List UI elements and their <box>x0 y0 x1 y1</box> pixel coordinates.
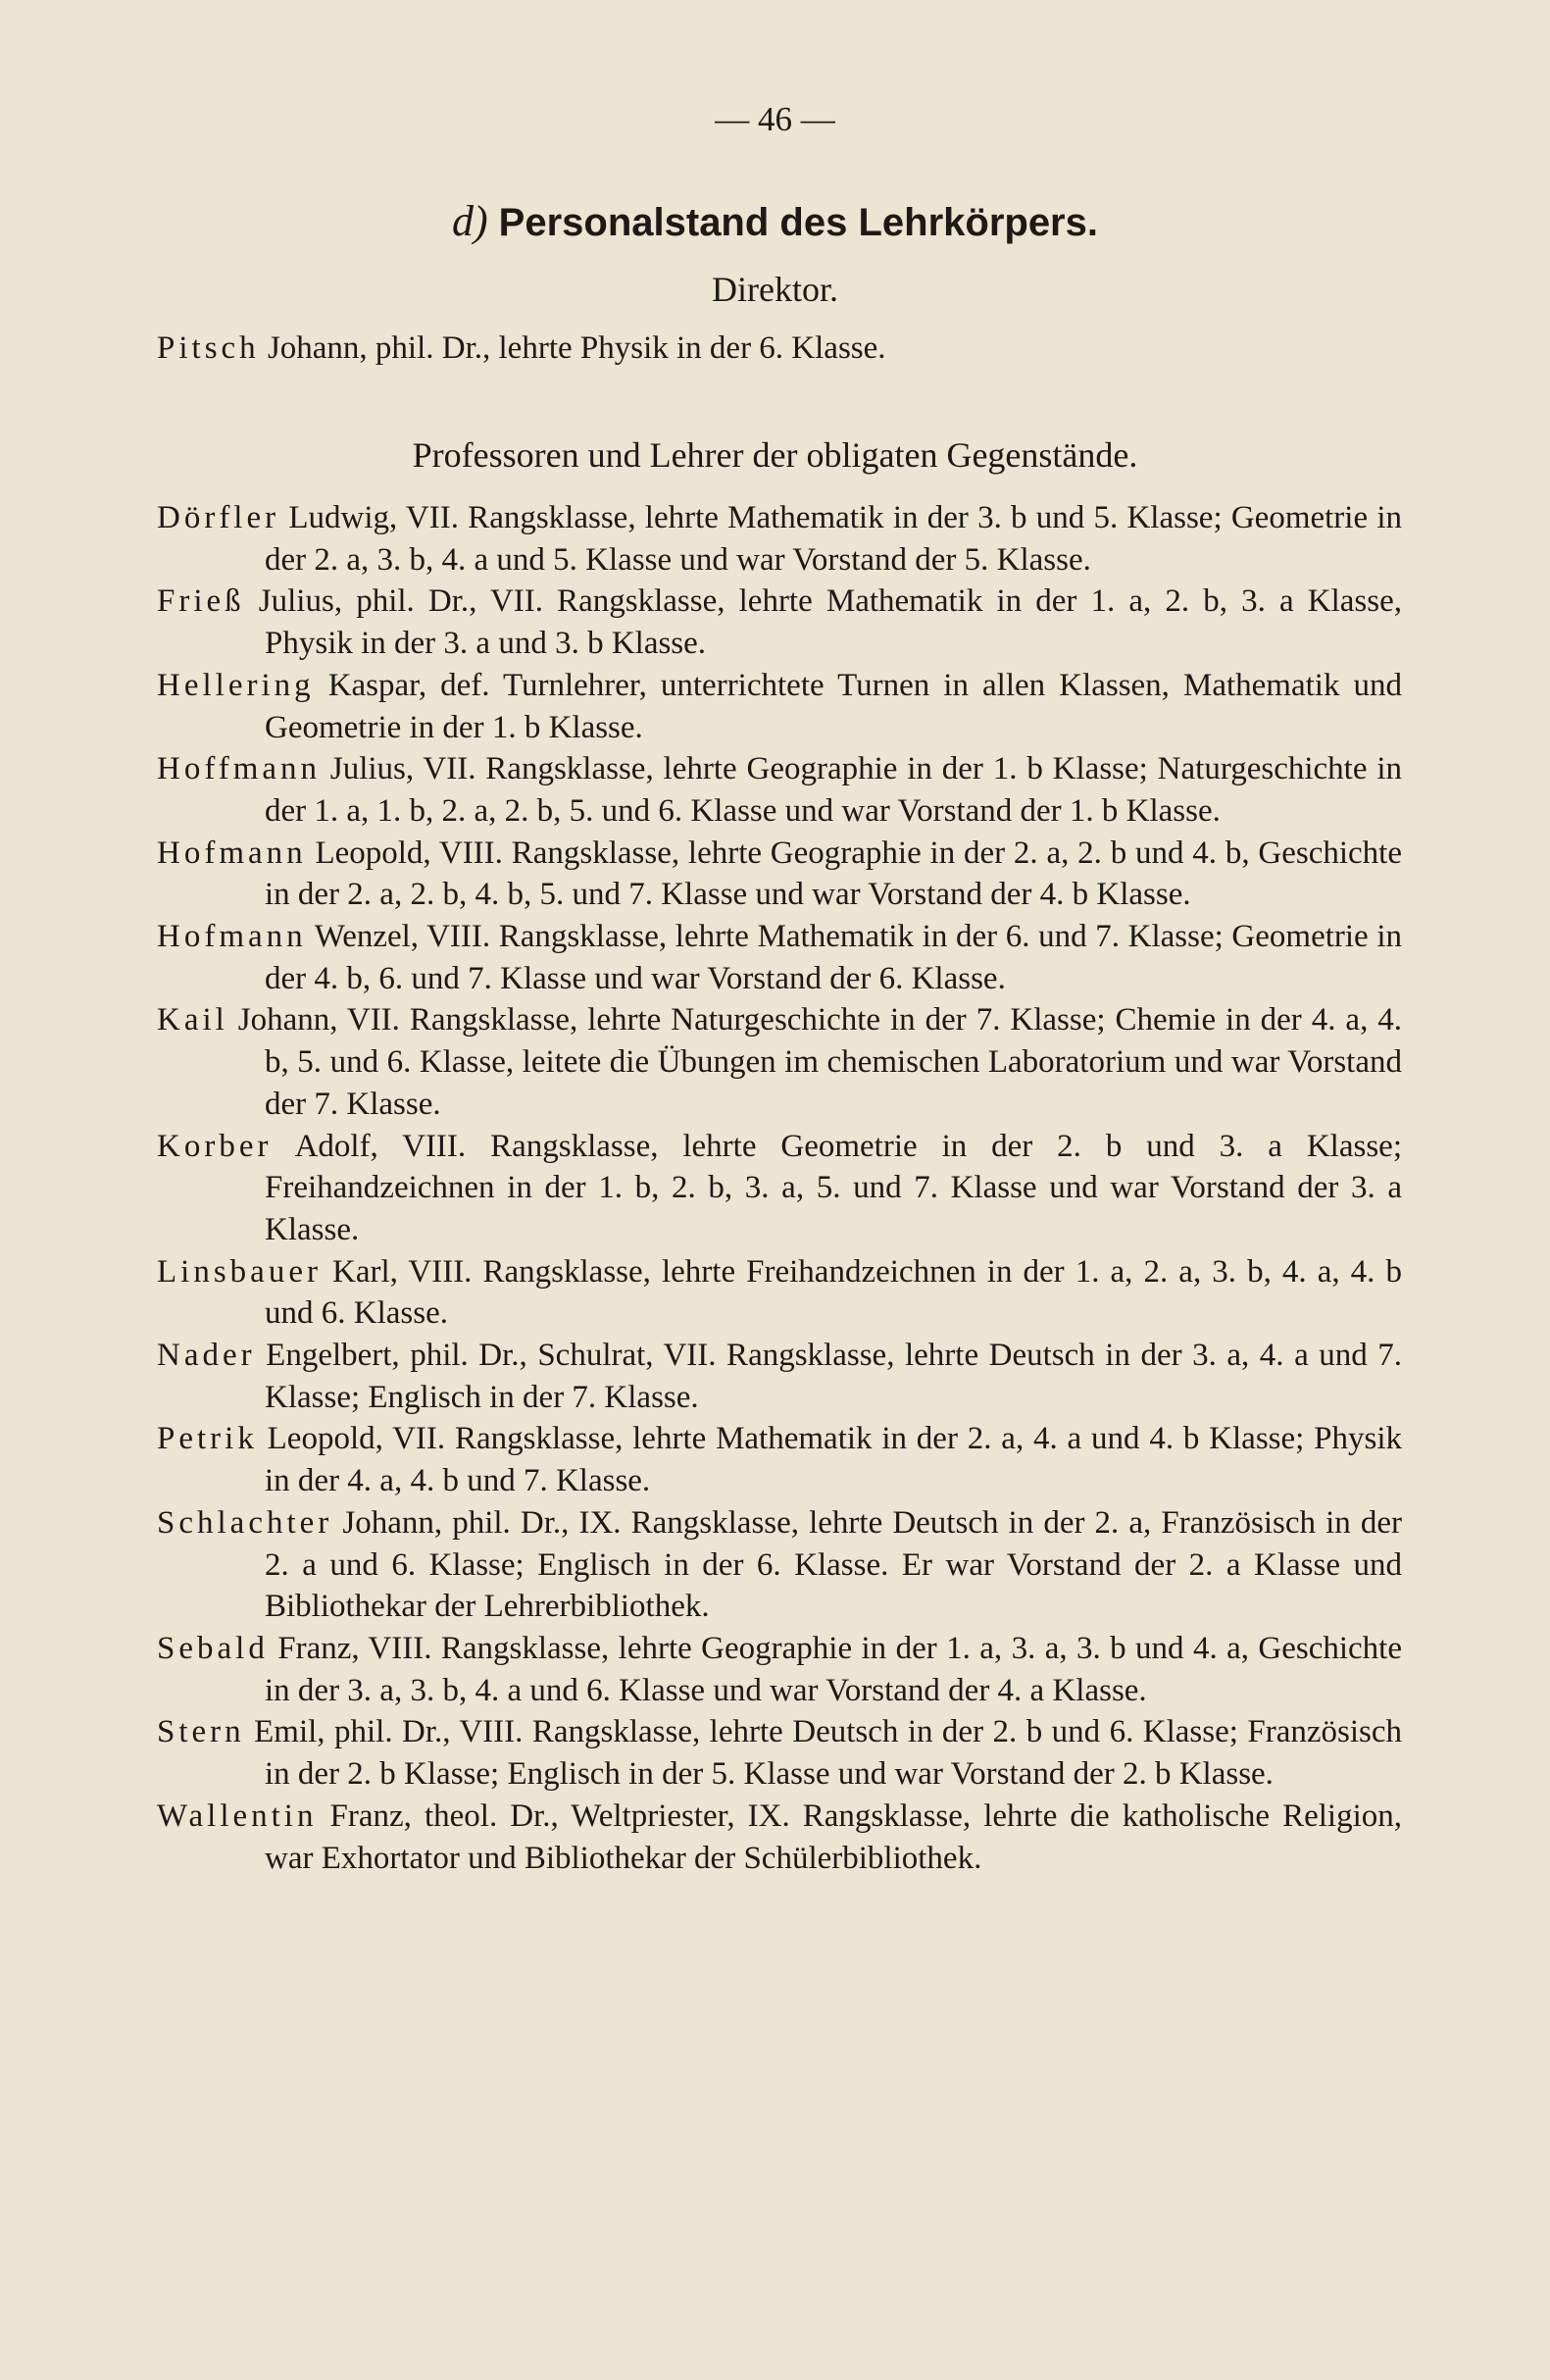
professor-text: Karl, VIII. Rangsklasse, lehrte Freihandzeichnen in der 1. a, 2. a, 3. b, 4. a, 4. b und 6. Klasse. <box>265 1253 1403 1332</box>
professor-text: Engelbert, phil. Dr., Schulrat, VII. Rangsklasse, lehrte Deutsch in der 3. a, 4. a und 7. Klasse; Englisch in der 7. Klasse. <box>265 1338 1403 1415</box>
professor-list <box>157 497 1402 1879</box>
professor-entry <box>157 1251 1402 1335</box>
professor-entry <box>157 916 1402 999</box>
professor-entry <box>157 1711 1402 1795</box>
professor-text: Adolf, VIII. Rangsklasse, lehrte Geometrie in der 2. b und 3. a Klasse; Freihandzeichnen in der 1. b, 2. b, 3. a, 5. und 7. Klasse und war Vorstand der 3. a Klasse. <box>265 1128 1402 1247</box>
professor-entry <box>157 497 1402 581</box>
section-heading: Personalstand des Lehrkörpers. <box>498 201 1098 244</box>
professor-entry <box>157 833 1402 916</box>
professor-name: Stern <box>157 1714 245 1750</box>
professor-text: Kaspar, def. Turnlehrer, unterrichtete Turnen in allen Klassen, Mathematik und Geometrie in der 1. b Klasse. <box>265 667 1403 745</box>
professor-entry <box>157 1796 1402 1879</box>
professor-text: Wenzel, VIII. Rangsklasse, lehrte Mathematik in der 6. und 7. Klasse; Geometrie in der 4. b, 6. und 7. Klasse und war Vorstand der 6. Klasse. <box>265 919 1402 996</box>
director-text: Johann, phil. Dr., lehrte Physik in der 6. Klasse. <box>267 330 886 366</box>
professor-name: Sebald <box>157 1630 269 1666</box>
professor-text: Johann, VII. Rangsklasse, lehrte Naturgeschichte in der 7. Klasse; Chemie in der 4. a, 4. b, 5. und 6. Klasse, leitete die Übungen im chemischen Laboratorium und war Vorstand der 7. Klasse. <box>237 1002 1403 1122</box>
professor-name: Linsbauer <box>157 1253 322 1290</box>
professor-text: Franz, theol. Dr., Weltpriester, IX. Rangsklasse, lehrte die katholische Religion, war Exhortator und Bibliothekar der Schülerbibliothek. <box>265 1798 1403 1876</box>
professor-name: Hofmann <box>157 919 307 955</box>
professor-entry <box>157 999 1402 1125</box>
professor-entry <box>157 1126 1402 1251</box>
professor-name: Dörfler <box>157 500 280 535</box>
professor-name: Kail <box>157 1002 228 1038</box>
director-entry <box>157 330 1402 367</box>
professor-name: Hofmann <box>157 835 307 871</box>
professor-text: Franz, VIII. Rangsklasse, lehrte Geographie in der 1. a, 3. a, 3. b und 4. a, Geschichte in der 3. a, 3. b, 4. a und 6. Klasse und war Vorstand der 4. a Klasse. <box>265 1630 1402 1708</box>
professor-name: Hoffmann <box>157 751 322 787</box>
section-title <box>0 196 1550 246</box>
professor-text: Johann, phil. Dr., IX. Rangsklasse, lehrte Deutsch in der 2. a, Französisch in der 2. a und 6. Klasse; Englisch in der 6. Klasse. Er war Vorstand der 2. a Klasse und Bibliothekar der Lehrerbibliothek. <box>265 1504 1402 1625</box>
professor-name: Nader <box>157 1338 256 1374</box>
professors-heading: Professoren und Lehrer der obligaten Gegenstände. <box>412 435 1138 475</box>
professor-entry <box>157 581 1402 664</box>
professor-text: Leopold, VIII. Rangsklasse, lehrte Geographie in der 2. a, 2. b und 4. b, Geschichte in der 2. a, 2. b, 4. b, 5. und 7. Klasse und war Vorstand der 4. b Klasse. <box>265 835 1402 913</box>
professor-name: Wallentin <box>157 1798 318 1834</box>
professor-entry <box>157 665 1402 748</box>
professor-name: Hellering <box>157 667 315 703</box>
page-number: — 46 — <box>715 100 835 138</box>
professor-entry <box>157 1335 1402 1418</box>
professor-entry <box>157 748 1402 832</box>
professor-text: Julius, phil. Dr., VII. Rangsklasse, lehrte Mathematik in der 1. a, 2. b, 3. a Klasse, Physik in der 3. a und 3. b Klasse. <box>258 583 1403 662</box>
director-name: Pitsch <box>157 330 260 366</box>
director-heading: Direktor. <box>712 270 838 309</box>
professor-text: Leopold, VII. Rangsklasse, lehrte Mathematik in der 2. a, 4. a und 4. b Klasse; Physik in der 4. a, 4. b und 7. Klasse. <box>265 1421 1402 1499</box>
professor-name: Frieß <box>157 583 245 620</box>
professor-entry <box>157 1502 1402 1628</box>
section-letter: d) <box>452 197 488 245</box>
professor-name: Korber <box>157 1128 273 1164</box>
professor-text: Julius, VII. Rangsklasse, lehrte Geographie in der 1. b Klasse; Naturgeschichte in der 1. a, 1. b, 2. a, 2. b, 5. und 6. Klasse und war Vorstand der 1. b Klasse. <box>265 751 1402 829</box>
professor-entry <box>157 1628 1402 1711</box>
professor-name: Schlachter <box>157 1504 333 1541</box>
professor-entry <box>157 1418 1402 1501</box>
professor-text: Emil, phil. Dr., VIII. Rangsklasse, lehrte Deutsch in der 2. b und 6. Klasse; Französisch in der 2. b Klasse; Englisch in der 5. Klasse und war Vorstand der 2. b Klasse. <box>254 1714 1403 1793</box>
professor-text: Ludwig, VII. Rangsklasse, lehrte Mathematik in der 3. b und 5. Klasse; Geometrie in der 2. a, 3. b, 4. a und 5. Klasse und war Vorstand der 5. Klasse. <box>265 500 1403 578</box>
professor-name: Petrik <box>157 1421 258 1457</box>
